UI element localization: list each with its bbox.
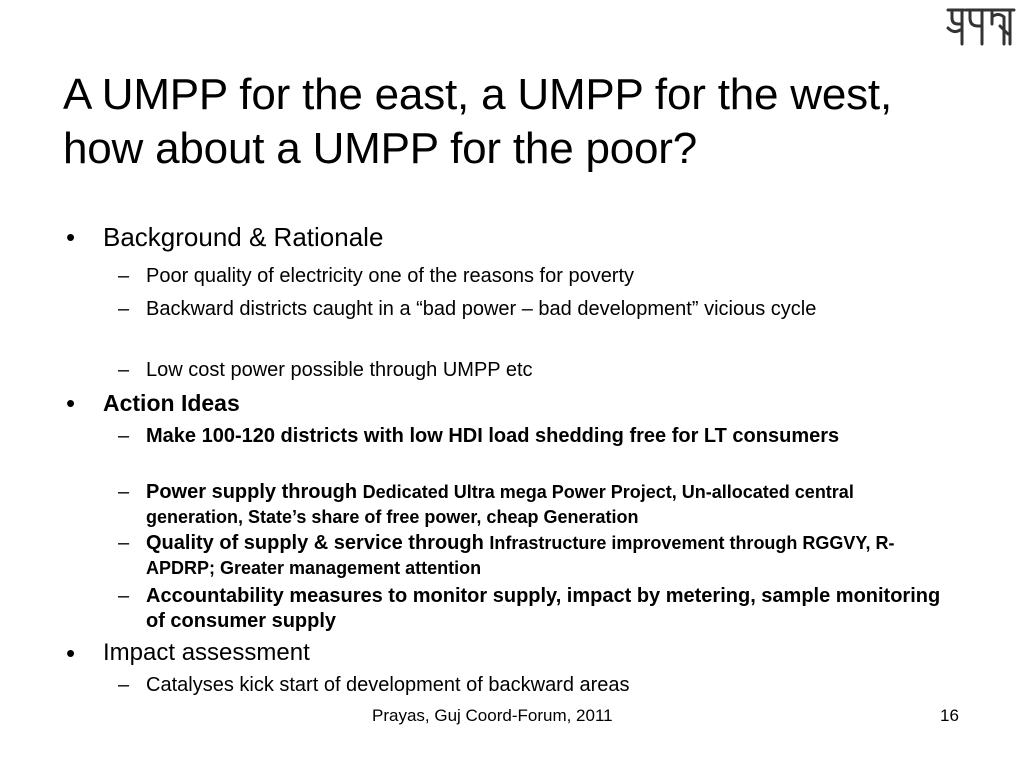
- bullet-mark: •: [66, 388, 76, 418]
- sub-item-lead: Quality of supply & service through: [146, 532, 490, 554]
- sub-item: – Poor quality of electricity one of the reasons for poverty: [118, 264, 948, 289]
- sub-item-detail: Dedicated Ultra mega Power Project, Un-allocated central generation, State’s share of free power, cheap Generation: [146, 482, 854, 527]
- sub-item-text: Make 100-120 districts with low HDI load shedding free for LT consumers: [146, 425, 840, 447]
- slide-title: A UMPP for the east, a UMPP for the west, how about a UMPP for the poor?: [63, 70, 892, 173]
- sub-item-detail: Infrastructure improvement through RGGVY, R-APDRP; Greater management attention: [146, 533, 895, 578]
- sub-item-text: Poor quality of electricity one of the reasons for poverty: [146, 265, 635, 287]
- sub-item-lead: Power supply through: [146, 481, 363, 503]
- sub-item: – Low cost power possible through UMPP etc: [118, 358, 948, 383]
- page-number: 16: [940, 706, 959, 725]
- sub-item-text: Backward districts caught in a “bad power – bad development” vicious cycle: [146, 298, 817, 320]
- footer-text: Prayas, Guj Coord-Forum, 2011: [372, 706, 613, 725]
- prayas-logo: [944, 4, 1018, 50]
- sub-item: – Backward districts caught in a “bad power – bad development” vicious cycle: [118, 297, 948, 322]
- sub-item-text: Catalyses kick start of development of backward areas: [146, 674, 630, 696]
- sub-item: – Catalyses kick start of development of backward areas: [118, 673, 948, 698]
- sub-item-text: Accountability measures to monitor supply, impact by metering, sample monitoring of consumer supply: [146, 585, 941, 632]
- bullet-label: Background & Rationale: [103, 222, 384, 252]
- bullet-mark: •: [66, 638, 76, 668]
- sub-item: – Accountability measures to monitor supply, impact by metering, sample monitoring of consumer supply: [118, 584, 948, 634]
- bullet-mark: •: [66, 222, 76, 252]
- sub-item-text: Low cost power possible through UMPP etc: [146, 359, 533, 381]
- sub-item: – Power supply through Dedicated Ultra mega Power Project, Un-allocated central generation, State’s share of free power, cheap Generation: [118, 481, 854, 527]
- bullet-label: Impact assessment: [103, 639, 310, 666]
- sub-item: – Make 100-120 districts with low HDI load shedding free for LT consumers: [118, 424, 948, 449]
- sub-item: – Quality of supply & service through Infrastructure improvement through RGGVY, R-APDRP; Greater management attention: [118, 532, 895, 578]
- bullet-label: Action Ideas: [103, 390, 240, 416]
